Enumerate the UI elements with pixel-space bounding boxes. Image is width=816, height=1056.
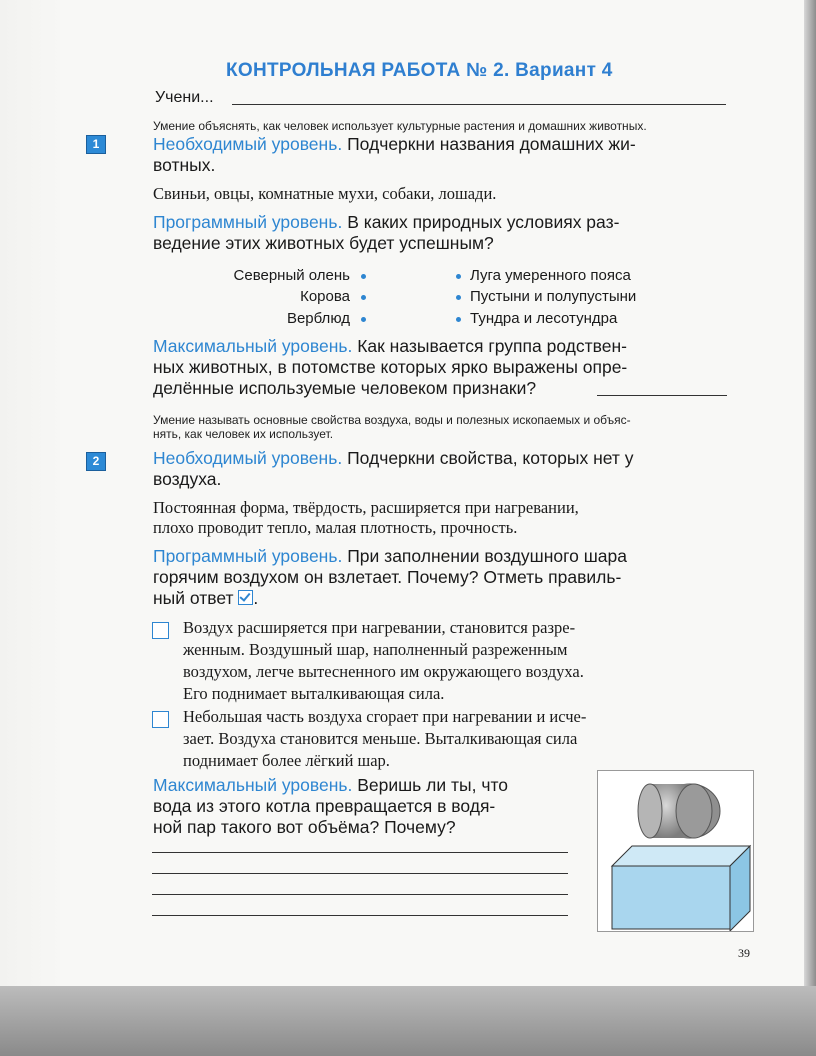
task-text: При заполнении воздушного шара xyxy=(347,546,627,566)
answer-line[interactable] xyxy=(152,852,568,853)
task-text: ных животных, в потомстве которых ярко выражены опре- xyxy=(153,357,628,377)
answer-text[interactable] xyxy=(153,498,728,538)
skill-description xyxy=(153,413,728,441)
task-text: В каких природных условиях раз- xyxy=(347,212,620,232)
answer-text-line: плохо проводит тепло, малая плотность, прочность. xyxy=(153,518,518,537)
task-text: вода из этого котла превращается в водя- xyxy=(153,796,496,816)
answer-line[interactable] xyxy=(152,894,568,895)
answer-line[interactable] xyxy=(597,395,727,396)
task-text: горячим воздухом он взлетает. Почему? Отметь правиль- xyxy=(153,567,622,587)
task-text: Подчеркни названия домашних жи- xyxy=(347,134,636,154)
task-text: вотных. xyxy=(153,155,216,175)
match-left-item: Корова xyxy=(300,288,350,305)
level-label: Необходимый уровень. xyxy=(153,448,343,468)
level-label: Максимальный уровень. xyxy=(153,336,353,356)
option-text: Воздух расширяется при нагревании, становится разре- xyxy=(183,618,576,637)
scan-margin xyxy=(0,0,60,1056)
option-text: Его поднимает выталкивающая сила. xyxy=(183,684,445,703)
task-text: Веришь ли ты, что xyxy=(357,775,509,795)
page-number: 39 xyxy=(738,946,750,960)
level-label: Максимальный уровень. xyxy=(153,775,353,795)
task-program xyxy=(153,212,728,254)
match-dot[interactable] xyxy=(361,317,366,322)
boiler-steam-illustration xyxy=(597,770,754,932)
match-dot[interactable] xyxy=(361,274,366,279)
student-name-line[interactable] xyxy=(232,104,726,105)
answer-checkbox-2[interactable] xyxy=(152,711,169,728)
level-label: Программный уровень. xyxy=(153,212,343,232)
match-right-item: Пустыни и полупустыни xyxy=(470,288,637,305)
task-program: Программный уровень. При заполнении воздушного шара горячим воздухом он взлетает. Почему? Отметь правиль- ный ответ . xyxy=(153,546,627,608)
task-maximum xyxy=(153,775,583,838)
skill-text: Умение называть основные свойства воздуха, воды и полезных ископаемых и объяс- xyxy=(153,413,631,427)
task-text: ной пар такого вот объёма? Почему? xyxy=(153,817,456,837)
skill-description: Умение объяснять, как человек использует культурные растения и домашних животных. xyxy=(153,119,647,133)
option-text: Небольшая часть воздуха сгорает при нагревании и исче- xyxy=(183,707,587,726)
scan-shadow xyxy=(0,986,816,1056)
task-text: делённые используемые человеком признаки? xyxy=(153,378,537,398)
boiler-icon xyxy=(638,784,720,838)
match-right-item: Луга умеренного пояса xyxy=(470,267,631,284)
task-text: Подчеркни свойства, которых нет у xyxy=(347,448,634,468)
match-dot[interactable] xyxy=(456,317,461,322)
match-left-item: Северный олень xyxy=(233,267,350,284)
match-dot[interactable] xyxy=(361,295,366,300)
task-text: ведение этих животных будет успешным? xyxy=(153,233,494,253)
answer-checkbox-1[interactable] xyxy=(152,622,169,639)
answer-text[interactable]: Свиньи, овцы, комнатные мухи, собаки, лошади. xyxy=(153,184,497,203)
check-icon xyxy=(238,590,253,605)
match-left-item: Верблюд xyxy=(286,310,350,327)
task-necessary xyxy=(153,448,728,490)
task-number-badge: 1 xyxy=(86,135,106,154)
option-text: воздухом, легче вытесненного им окружающего воздуха. xyxy=(183,662,584,681)
task-text: воздуха. xyxy=(153,469,222,489)
task-maximum xyxy=(153,336,728,399)
skill-text: нять, как человек их использует. xyxy=(153,427,334,441)
task-necessary xyxy=(153,134,728,176)
answer-option-1 xyxy=(183,617,728,705)
student-label: Учени... xyxy=(155,89,214,106)
task-text: ный ответ xyxy=(153,588,234,608)
match-dot[interactable] xyxy=(456,274,461,279)
illustration-svg xyxy=(598,771,753,931)
scan-edge xyxy=(804,0,816,1056)
option-text: женным. Воздушный шар, наполненный разреженным xyxy=(183,640,568,659)
match-dot[interactable] xyxy=(456,295,461,300)
option-text: зает. Воздуха становится меньше. Выталкивающая сила xyxy=(183,729,578,748)
answer-line[interactable] xyxy=(152,873,568,874)
answer-text-line: Постоянная форма, твёрдость, расширяется при нагревании, xyxy=(153,498,579,517)
task-text: Как называется группа родствен- xyxy=(357,336,627,356)
level-label: Необходимый уровень. xyxy=(153,134,343,154)
level-label: Программный уровень. xyxy=(153,546,343,566)
task-number-badge: 2 xyxy=(86,452,106,471)
page-title: КОНТРОЛЬНАЯ РАБОТА № 2. Вариант 4 xyxy=(226,60,613,81)
steam-volume-box xyxy=(612,846,750,931)
answer-line[interactable] xyxy=(152,915,568,916)
option-text: поднимает более лёгкий шар. xyxy=(183,751,390,770)
answer-option-2 xyxy=(183,706,728,772)
match-right-item: Тундра и лесотундра xyxy=(470,310,618,327)
